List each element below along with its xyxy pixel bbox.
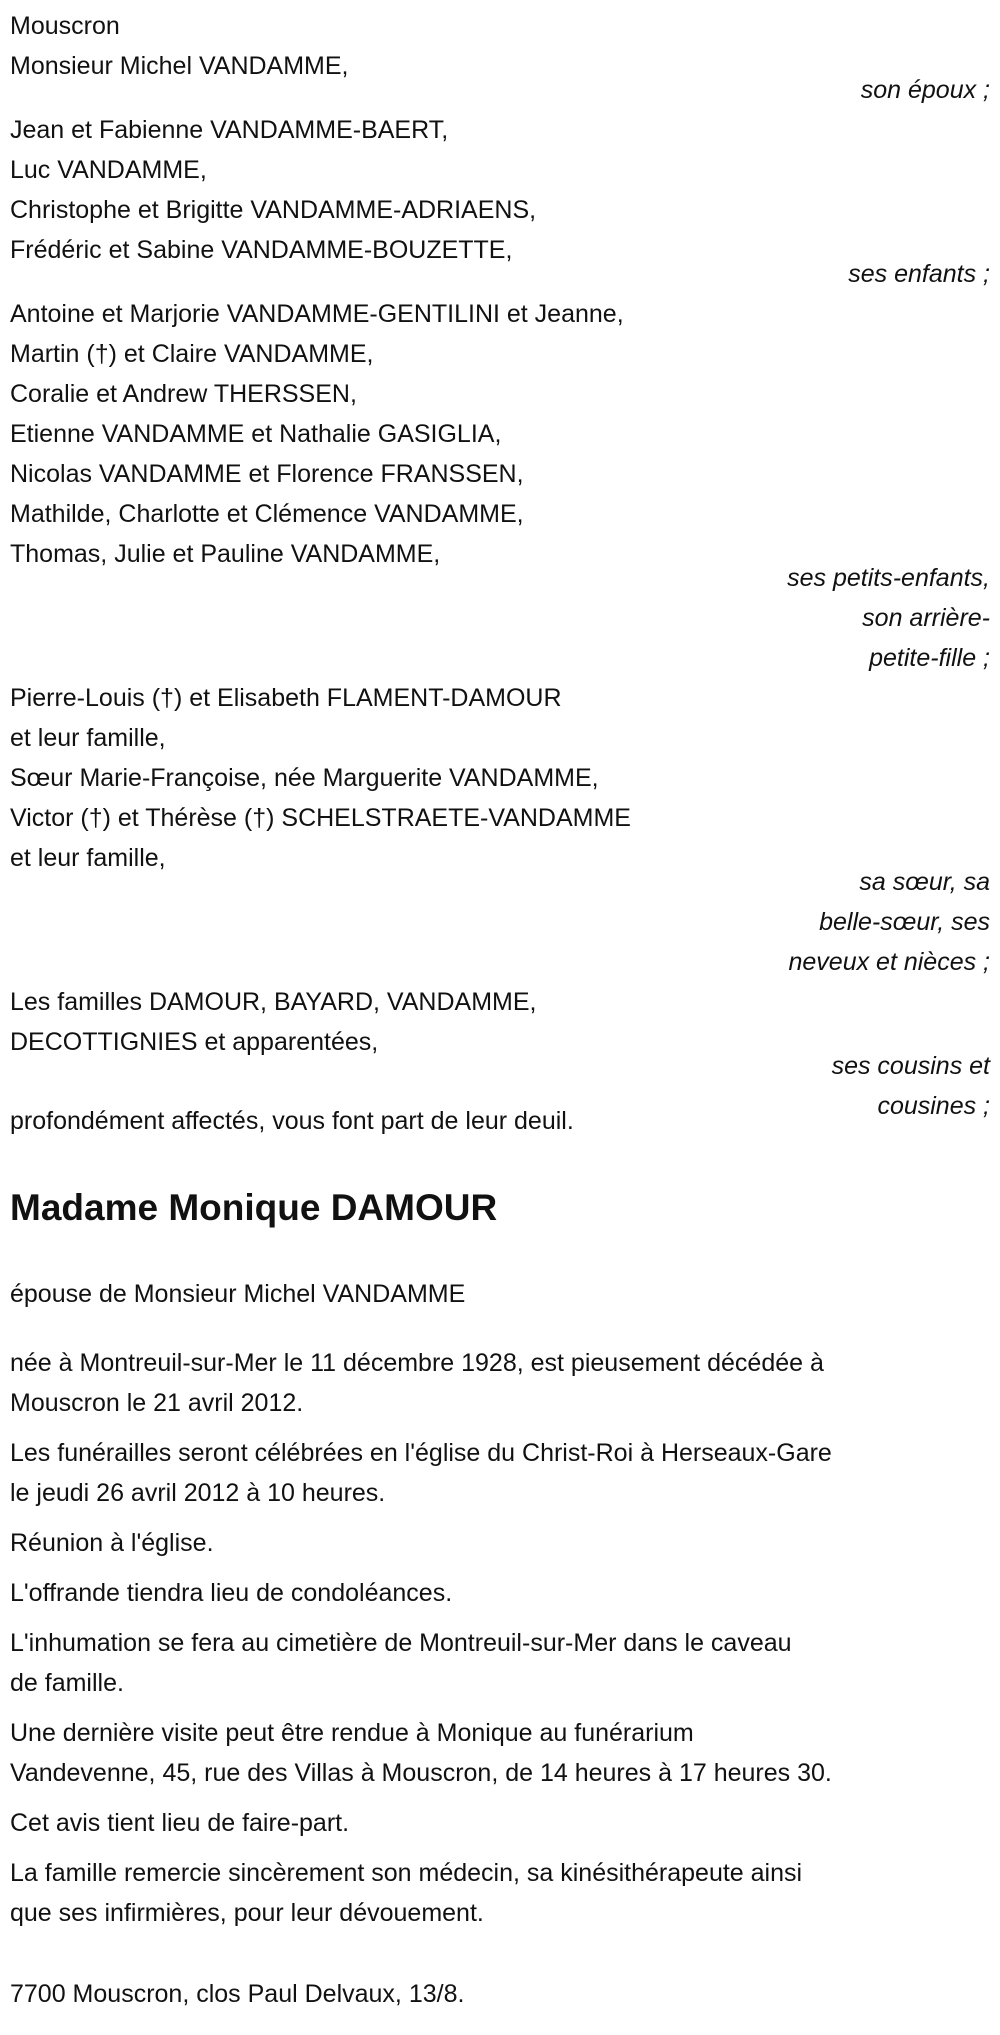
relation-line: son arrière- [862,604,990,632]
detail-paragraph [10,1343,990,1423]
family-block [10,46,990,110]
family-member-line: DECOTTIGNIES et apparentées, [10,1028,379,1056]
paragraph-line: Réunion à l'église. [10,1529,214,1557]
detail-paragraph [10,1623,990,1703]
family-list [10,46,990,1126]
spouse-line: épouse de Monsieur Michel VANDAMME [10,1280,466,1308]
family-member-line: Antoine et Marjorie VANDAMME-GENTILINI et Jeanne, [10,300,624,328]
closing-text: profondément affectés, vous font part de leur deuil. [10,1107,574,1135]
details [10,1343,990,1933]
family-block [10,678,990,982]
family-member-line: Martin (†) et Claire VANDAMME, [10,340,374,368]
detail-paragraph [10,1713,990,1793]
paragraph-line: que ses infirmières, pour leur dévouement. [10,1899,484,1927]
paragraph-line: La famille remercie sincèrement son médecin, sa kinésithérapeute ainsi [10,1859,803,1887]
relation-line: neveux et nièces ; [788,948,990,976]
family-member-line: Mathilde, Charlotte et Clémence VANDAMME, [10,500,524,528]
family-member-line: Thomas, Julie et Pauline VANDAMME, [10,540,441,568]
paragraph-line: Cet avis tient lieu de faire-part. [10,1809,350,1837]
family-member-line: Sœur Marie-Françoise, née Marguerite VANDAMME, [10,764,599,792]
detail-paragraph [10,1523,990,1563]
relation-line: ses cousins et [831,1052,990,1080]
relation-line: belle-sœur, ses [819,908,990,936]
paragraph-line: L'offrande tiendra lieu de condoléances. [10,1579,453,1607]
detail-paragraph [10,1803,990,1843]
relation-label [10,558,990,678]
family-member-line: Jean et Fabienne VANDAMME-BAERT, [10,116,449,144]
detail-paragraph [10,1573,990,1613]
family-member-line: Les familles DAMOUR, BAYARD, VANDAMME, [10,988,537,1016]
paragraph-line: de famille. [10,1669,124,1697]
paragraph-line: Les funérailles seront célébrées en l'église du Christ-Roi à Herseaux-Gare [10,1439,832,1467]
family-member-line: Luc VANDAMME, [10,156,207,184]
relation-label [10,862,990,982]
relation-line: petite-fille ; [869,644,990,672]
relation-line: ses enfants ; [848,260,990,288]
detail-paragraph [10,1853,990,1933]
family-member-line: et leur famille, [10,724,166,752]
paragraph-line: L'inhumation se fera au cimetière de Montreuil-sur-Mer dans le caveau [10,1629,792,1657]
paragraph-line: née à Montreuil-sur-Mer le 11 décembre 1928, est pieusement décédée à [10,1349,824,1377]
family-member-line: Coralie et Andrew THERSSEN, [10,380,357,408]
family-member-line: et leur famille, [10,844,166,872]
family-member-line: Nicolas VANDAMME et Florence FRANSSEN, [10,460,524,488]
paragraph-line: Mouscron le 21 avril 2012. [10,1389,304,1417]
relation-line: cousines ; [877,1092,990,1120]
paragraph-line: Une dernière visite peut être rendue à Monique au funérarium [10,1719,694,1747]
relation-line: son époux ; [860,76,990,104]
family-block [10,294,990,678]
paragraph-line: Vandevenne, 45, rue des Villas à Mouscron, de 14 heures à 17 heures 30. [10,1759,832,1787]
family-member-line: Monsieur Michel VANDAMME, [10,52,349,80]
relation-line: sa sœur, sa [859,868,990,896]
family-block [10,110,990,294]
family-member-line: Christophe et Brigitte VANDAMME-ADRIAENS, [10,196,537,224]
family-member-line: Victor (†) et Thérèse (†) SCHELSTRAETE-VANDAMME [10,804,631,832]
detail-paragraph [10,1433,990,1513]
deceased-name: Madame Monique DAMOUR [10,1187,498,1228]
city: Mouscron [10,12,120,40]
family-member-line: Frédéric et Sabine VANDAMME-BOUZETTE, [10,236,513,264]
paragraph-line: le jeudi 26 avril 2012 à 10 heures. [10,1479,386,1507]
relation-line: ses petits-enfants, [787,564,990,592]
family-member-line: Etienne VANDAMME et Nathalie GASIGLIA, [10,420,502,448]
family-member-line: Pierre-Louis (†) et Elisabeth FLAMENT-DAMOUR [10,684,562,712]
address: 7700 Mouscron, clos Paul Delvaux, 13/8. [10,1980,465,2008]
